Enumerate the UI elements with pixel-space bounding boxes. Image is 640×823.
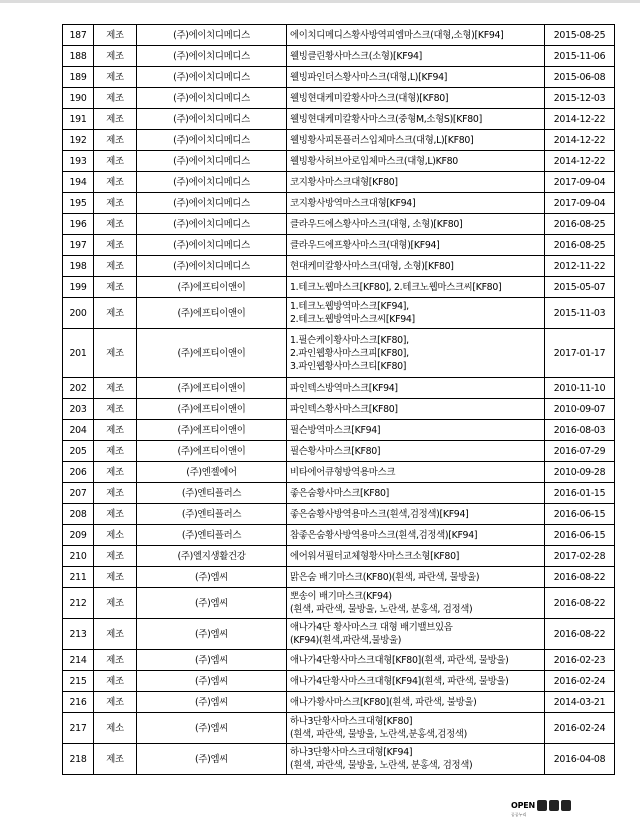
row-date: 2015-11-03	[545, 298, 615, 329]
row-company: (주)에프티이앤이	[137, 277, 287, 298]
row-company: (주)에이치디메디스	[137, 130, 287, 151]
row-company: (주)에이치디메디스	[137, 25, 287, 46]
row-company: (주)에이치디메디스	[137, 214, 287, 235]
row-number: 190	[63, 88, 94, 109]
table-row	[63, 567, 615, 588]
row-company: (주)엠씨	[137, 713, 287, 744]
row-number: 214	[63, 650, 94, 671]
table-row	[63, 504, 615, 525]
row-date: 2016-02-23	[545, 650, 615, 671]
row-company: (주)에이치디메디스	[137, 193, 287, 214]
product-line: 맑은숨 배기마스크(KF80)(흰색, 파란색, 물방울)	[290, 571, 480, 583]
row-company: (주)에프티이앤이	[137, 378, 287, 399]
product-line: 웰빙황사피톤플러스입체마스크(대형,L)[KF80]	[290, 134, 474, 146]
product-line: 애나가황사마스크[KF80](흰색, 파란색, 불방울)	[290, 696, 477, 708]
table-row	[63, 298, 615, 329]
row-type: 제조	[94, 650, 137, 671]
row-product	[287, 525, 545, 546]
top-edge-bar	[0, 0, 640, 3]
row-company: (주)엠씨	[137, 744, 287, 775]
row-company: (주)에이치디메디스	[137, 235, 287, 256]
row-company: (주)에이치디메디스	[137, 172, 287, 193]
row-number: 213	[63, 619, 94, 650]
row-product	[287, 329, 545, 378]
row-product	[287, 235, 545, 256]
row-date: 2016-08-22	[545, 588, 615, 619]
row-type: 제조	[94, 692, 137, 713]
row-type: 제조	[94, 235, 137, 256]
table-row	[63, 277, 615, 298]
row-number: 191	[63, 109, 94, 130]
product-line: 애나가4단황사마스크대형[KF80](흰색, 파란색, 물방울)	[290, 654, 509, 666]
row-number: 201	[63, 329, 94, 378]
row-company: (주)에이치디메디스	[137, 151, 287, 172]
row-number: 206	[63, 462, 94, 483]
row-company: (주)엠씨	[137, 588, 287, 619]
row-date: 2016-08-22	[545, 619, 615, 650]
row-product	[287, 46, 545, 67]
row-company: (주)에프티이앤이	[137, 298, 287, 329]
row-company: (주)엠씨	[137, 671, 287, 692]
row-product	[287, 483, 545, 504]
row-product	[287, 504, 545, 525]
row-type: 제조	[94, 504, 137, 525]
row-product	[287, 399, 545, 420]
row-number: 196	[63, 214, 94, 235]
row-type: 제조	[94, 483, 137, 504]
table-row	[63, 193, 615, 214]
row-product	[287, 109, 545, 130]
row-type: 제조	[94, 88, 137, 109]
table-row	[63, 420, 615, 441]
row-number: 194	[63, 172, 94, 193]
table-row	[63, 525, 615, 546]
row-product	[287, 650, 545, 671]
product-line: 파인텍스황사마스크[KF80]	[290, 403, 398, 415]
row-product	[287, 214, 545, 235]
table-row	[63, 235, 615, 256]
row-type: 제조	[94, 130, 137, 151]
row-product	[287, 619, 545, 650]
row-type: 제조	[94, 671, 137, 692]
row-company: (주)에프티이앤이	[137, 441, 287, 462]
product-line: 뽀송이 배기마스크(KF94)	[290, 591, 392, 602]
table-row	[63, 483, 615, 504]
row-product	[287, 462, 545, 483]
product-line: 하나3단황사마스크대형[KF80]	[290, 716, 413, 727]
no-derivatives-icon	[561, 800, 571, 811]
row-type: 제소	[94, 525, 137, 546]
table-row	[63, 588, 615, 619]
row-product	[287, 298, 545, 329]
product-line: 하나3단황사마스크대형[KF94]	[290, 747, 413, 758]
row-type: 제조	[94, 588, 137, 619]
row-date: 2016-08-25	[545, 235, 615, 256]
product-line: 클라우드에프황사마스크(대형)[KF94]	[290, 239, 440, 251]
table-row	[63, 214, 615, 235]
row-product	[287, 151, 545, 172]
table-body	[63, 25, 615, 775]
row-company: (주)엔티플러스	[137, 525, 287, 546]
row-type: 제조	[94, 151, 137, 172]
row-company: (주)에이치디메디스	[137, 67, 287, 88]
table-row	[63, 546, 615, 567]
product-line: 에어워셔필터교체형황사마스크소형[KF80]	[290, 550, 460, 562]
row-number: 208	[63, 504, 94, 525]
table-row	[63, 619, 615, 650]
row-date: 2016-06-15	[545, 504, 615, 525]
row-type: 제조	[94, 46, 137, 67]
row-company: (주)엠씨	[137, 692, 287, 713]
product-line: 1.테크노웹방역마스크[KF94],	[290, 301, 409, 312]
row-product	[287, 256, 545, 277]
row-date: 2016-01-15	[545, 483, 615, 504]
row-date: 2016-02-24	[545, 671, 615, 692]
row-date: 2017-09-04	[545, 172, 615, 193]
product-line: 웰빙파인더스황사마스크(대형,L)[KF94]	[290, 71, 448, 83]
open-logo-text: OPEN	[511, 800, 536, 810]
attribution-icon	[537, 800, 547, 811]
row-type: 제소	[94, 713, 137, 744]
row-number: 198	[63, 256, 94, 277]
table-row	[63, 130, 615, 151]
row-product	[287, 277, 545, 298]
row-company: (주)에이치디메디스	[137, 256, 287, 277]
product-line: 비타에어큐형방역용마스크	[290, 466, 396, 478]
row-date: 2016-08-25	[545, 214, 615, 235]
table-row	[63, 109, 615, 130]
row-type: 제조	[94, 744, 137, 775]
row-number: 195	[63, 193, 94, 214]
product-line: 필슨방역마스크[KF94]	[290, 424, 381, 436]
row-number: 215	[63, 671, 94, 692]
row-product	[287, 67, 545, 88]
product-line: (KF94)(흰색,파란색,물방울)	[290, 635, 402, 646]
table-row	[63, 88, 615, 109]
row-type: 제조	[94, 67, 137, 88]
table-row	[63, 256, 615, 277]
row-number: 192	[63, 130, 94, 151]
row-date: 2016-07-29	[545, 441, 615, 462]
row-company: (주)에이치디메디스	[137, 46, 287, 67]
product-line: 웰빙클린황사마스크(소형)[KF94]	[290, 50, 423, 62]
product-line: 1.테크노웹마스크[KF80], 2.테크노웹마스크씨[KF80]	[290, 281, 502, 293]
row-number: 189	[63, 67, 94, 88]
row-type: 제조	[94, 277, 137, 298]
product-line: 애나가4단황사마스크대형[KF94](흰색, 파란색, 물방울)	[290, 675, 509, 687]
product-line: 현대케미칼황사마스크(대형, 소형)[KF80]	[290, 260, 454, 272]
row-date: 2015-08-25	[545, 25, 615, 46]
table-row	[63, 671, 615, 692]
row-date: 2014-12-22	[545, 109, 615, 130]
row-type: 제조	[94, 546, 137, 567]
row-product	[287, 172, 545, 193]
row-date: 2010-09-28	[545, 462, 615, 483]
table-row	[63, 151, 615, 172]
row-number: 210	[63, 546, 94, 567]
product-line: 3.파인웹황사마스크티[KF80]	[290, 360, 407, 372]
row-number: 202	[63, 378, 94, 399]
table-row	[63, 713, 615, 744]
row-type: 제조	[94, 25, 137, 46]
row-number: 197	[63, 235, 94, 256]
row-number: 205	[63, 441, 94, 462]
row-number: 218	[63, 744, 94, 775]
row-type: 제조	[94, 109, 137, 130]
product-line: 2.테크노웹방역마스크씨[KF94]	[290, 314, 415, 325]
table-row	[63, 67, 615, 88]
row-type: 제조	[94, 378, 137, 399]
product-line: 클라우드에스황사마스크(대형, 소형)[KF80]	[290, 218, 463, 230]
product-line: 2.파인웹황사마스크피[KF80],	[290, 347, 409, 359]
row-company: (주)엔티플러스	[137, 504, 287, 525]
product-line: 좋은숨황사방역용마스크(흰색,검정색)[KF94]	[290, 508, 469, 520]
table-row	[63, 172, 615, 193]
row-product	[287, 744, 545, 775]
row-type: 제조	[94, 619, 137, 650]
row-company: (주)엘지생활건강	[137, 546, 287, 567]
product-line: 코지황사마스크대형[KF80]	[290, 176, 398, 188]
row-product	[287, 567, 545, 588]
product-line: 필슨황사마스크[KF80]	[290, 445, 381, 457]
row-company: (주)에이치디메디스	[137, 109, 287, 130]
row-date: 2010-09-07	[545, 399, 615, 420]
row-company: (주)엔젤에어	[137, 462, 287, 483]
table-row	[63, 25, 615, 46]
product-line: (흰색, 파란색, 물방울, 노란색,분홍색,검정색)	[290, 729, 468, 740]
product-line: 웰빙현대케미칼황사마스크(대형)[KF80]	[290, 92, 449, 104]
row-type: 제조	[94, 256, 137, 277]
row-company: (주)에프티이앤이	[137, 420, 287, 441]
table-row	[63, 744, 615, 775]
row-product	[287, 671, 545, 692]
row-date: 2015-06-08	[545, 67, 615, 88]
row-company: (주)에프티이앤이	[137, 399, 287, 420]
product-line: 웰빙현대케미칼황사마스크(중형M,소형S)[KF80]	[290, 113, 482, 125]
row-type: 제조	[94, 399, 137, 420]
row-number: 212	[63, 588, 94, 619]
row-date: 2017-01-17	[545, 329, 615, 378]
row-number: 204	[63, 420, 94, 441]
product-line: 참좋은숨황사방역용마스크(흰색,검정색)[KF94]	[290, 529, 478, 541]
product-line: 애나가4단 황사마스크 대형 배기밸브있음	[290, 622, 453, 633]
product-line: (흰색, 파란색, 물방울, 노란색, 분홍색, 검정색)	[290, 604, 473, 615]
kogl-open-logo	[511, 798, 571, 812]
table-row	[63, 399, 615, 420]
table-row	[63, 46, 615, 67]
product-line: 코지황사방역마스크대형[KF94]	[290, 197, 416, 209]
mask-approval-table	[62, 24, 615, 775]
row-product	[287, 193, 545, 214]
row-type: 제조	[94, 462, 137, 483]
row-product	[287, 713, 545, 744]
product-line: 에이치디메디스황사방역피엠마스크(대형,소형)[KF94]	[290, 29, 504, 41]
row-product	[287, 88, 545, 109]
row-product	[287, 25, 545, 46]
row-date: 2017-09-04	[545, 193, 615, 214]
row-date: 2016-06-15	[545, 525, 615, 546]
table-row	[63, 329, 615, 378]
row-date: 2014-03-21	[545, 692, 615, 713]
row-company: (주)엠씨	[137, 619, 287, 650]
row-number: 217	[63, 713, 94, 744]
row-date: 2016-02-24	[545, 713, 615, 744]
product-line: 좋은숨황사마스크[KF80]	[290, 487, 390, 499]
row-date: 2015-11-06	[545, 46, 615, 67]
row-number: 199	[63, 277, 94, 298]
row-date: 2014-12-22	[545, 151, 615, 172]
row-company: (주)엔티플러스	[137, 483, 287, 504]
row-product	[287, 130, 545, 151]
table-row	[63, 462, 615, 483]
row-number: 216	[63, 692, 94, 713]
row-type: 제조	[94, 420, 137, 441]
row-product	[287, 441, 545, 462]
row-date: 2012-11-22	[545, 256, 615, 277]
row-number: 211	[63, 567, 94, 588]
row-date: 2014-12-22	[545, 130, 615, 151]
product-line: 웰빙황사허브아로입체마스크(대형,L)KF80	[290, 155, 458, 167]
row-type: 제조	[94, 298, 137, 329]
row-company: (주)엠씨	[137, 567, 287, 588]
row-product	[287, 588, 545, 619]
row-number: 187	[63, 25, 94, 46]
table-row	[63, 692, 615, 713]
row-product	[287, 692, 545, 713]
row-date: 2017-02-28	[545, 546, 615, 567]
product-line: 1.필슨케이황사마스크[KF80],	[290, 334, 409, 346]
row-type: 제조	[94, 193, 137, 214]
row-date: 2010-11-10	[545, 378, 615, 399]
row-product	[287, 546, 545, 567]
product-line: 파인텍스방역마스크[KF94]	[290, 382, 398, 394]
row-type: 제조	[94, 567, 137, 588]
row-product	[287, 378, 545, 399]
product-line: (흰색, 파란색, 물방울, 노란색, 분홍색, 검정색)	[290, 760, 473, 771]
row-number: 193	[63, 151, 94, 172]
row-number: 207	[63, 483, 94, 504]
table-row	[63, 650, 615, 671]
row-date: 2016-04-08	[545, 744, 615, 775]
row-number: 188	[63, 46, 94, 67]
table-row	[63, 378, 615, 399]
row-date: 2016-08-03	[545, 420, 615, 441]
open-logo-caption: 공공누리	[511, 812, 527, 817]
noncommercial-icon	[549, 800, 559, 811]
row-date: 2015-05-07	[545, 277, 615, 298]
table-row	[63, 441, 615, 462]
row-number: 209	[63, 525, 94, 546]
row-date: 2016-08-22	[545, 567, 615, 588]
row-type: 제조	[94, 214, 137, 235]
row-company: (주)엠씨	[137, 650, 287, 671]
row-date: 2015-12-03	[545, 88, 615, 109]
row-company: (주)에이치디메디스	[137, 88, 287, 109]
row-type: 제조	[94, 172, 137, 193]
row-number: 203	[63, 399, 94, 420]
row-type: 제조	[94, 329, 137, 378]
row-number: 200	[63, 298, 94, 329]
row-company: (주)에프티이앤이	[137, 329, 287, 378]
row-product	[287, 420, 545, 441]
row-type: 제조	[94, 441, 137, 462]
